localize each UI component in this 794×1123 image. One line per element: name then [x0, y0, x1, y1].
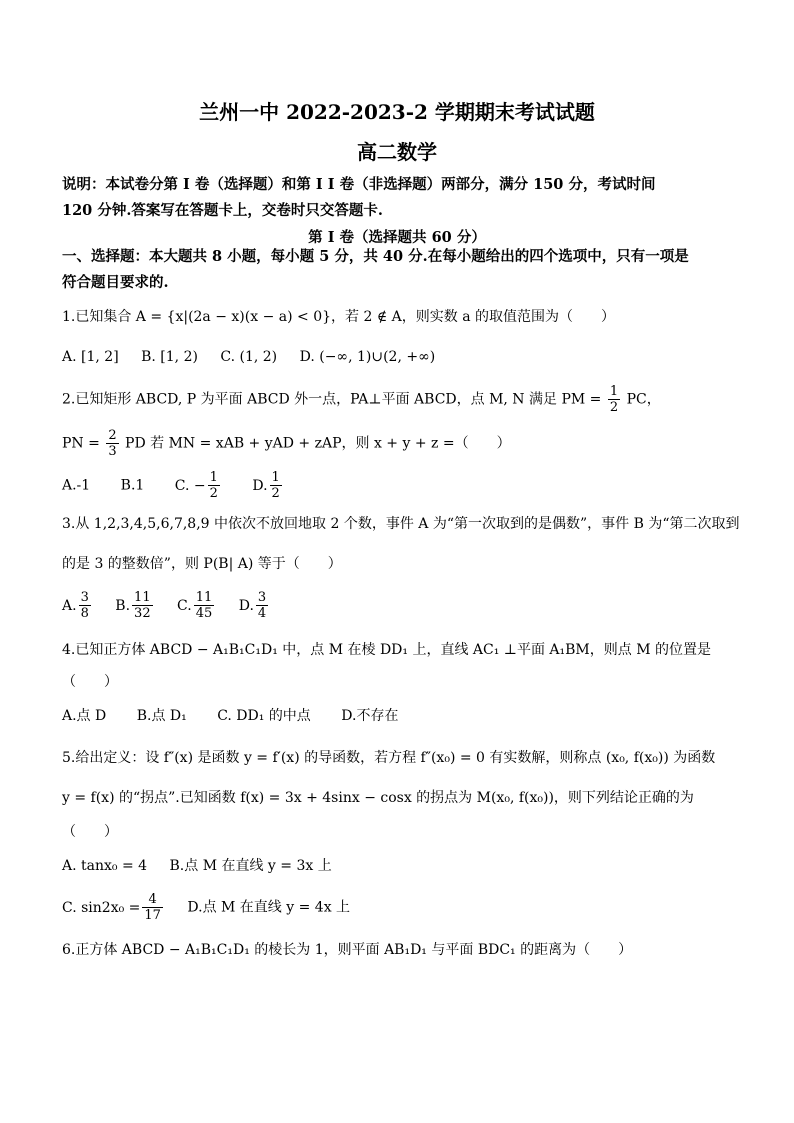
fraction-denominator: 17	[144, 908, 161, 923]
option-prefix: B.	[115, 597, 131, 614]
instructions-line-1: 说明：本试卷分第 I 卷（选择题）和第 I I 卷（非选择题）两部分，满分 150 分，考试时间	[62, 176, 656, 193]
instructions	[62, 172, 744, 224]
fraction-numerator: 1	[209, 470, 218, 485]
section-intro-line-1: 一、选择题：本大题共 8 小题，每小题 5 分，共 40 分.在每小题给出的四个选项中，只有一项是	[62, 248, 689, 265]
q3-options	[62, 590, 754, 621]
q1-option-b: B. [1, 2)	[141, 349, 198, 365]
q3-stem-line-2: 的是 3 的整数倍”，则 P(B| A) 等于（ ）	[62, 556, 342, 572]
q2-option-c	[174, 470, 222, 501]
q3-option-a	[62, 590, 93, 621]
fraction-denominator: 4	[257, 606, 267, 621]
q3-option-c	[177, 590, 216, 621]
q1-stem: 1.已知集合 A = {x|(2a − x)(x − a) < 0}，若 2 ∉ A，则实数 a 的取值范围为（ ）	[62, 309, 615, 325]
option-prefix: C. −	[174, 477, 206, 494]
fraction-numerator: 3	[80, 590, 89, 605]
fraction-numerator: 11	[134, 590, 151, 605]
q2-option-d	[252, 470, 283, 501]
q5-option-c	[62, 892, 165, 923]
option-fraction	[270, 470, 282, 501]
option-fraction	[194, 590, 215, 621]
fraction-numerator: 1	[271, 470, 280, 485]
q3-option-b	[115, 590, 154, 621]
part1-heading: 第 I 卷（选择题共 60 分）	[308, 229, 486, 246]
q6-stem: 6.正方体 ABCD − A₁B₁C₁D₁ 的棱长为 1，则平面 AB₁D₁ 与平面 BDC₁ 的距离为（ ）	[62, 942, 633, 958]
fraction-denominator: 45	[195, 606, 213, 621]
option-fraction	[208, 470, 220, 501]
instructions-line-2: 120 分钟.答案写在答题卡上，交卷时只交答题卡.	[62, 202, 383, 219]
exam-title: 兰州一中 2022-2023-2 学期期末考试试题	[199, 100, 595, 124]
q3-option-d	[238, 590, 270, 621]
option-prefix: D.	[252, 477, 268, 494]
q5-options-row-2	[62, 892, 754, 923]
fraction-denominator: 2	[271, 486, 280, 501]
q5-option-b: B.点 M 在直线 y = 3x 上	[169, 858, 332, 874]
fraction-denominator: 32	[134, 606, 151, 621]
option-prefix: D.	[238, 597, 254, 614]
q2-stem-text-1-end: PC，	[626, 391, 661, 408]
q4-option-a: A.点 D	[62, 708, 107, 724]
q2-fraction-two-thirds	[106, 428, 118, 459]
q4-stem-line-1: 4.已知正方体 ABCD − A₁B₁C₁D₁ 中，点 M 在棱 DD₁ 上，直线 AC₁ ⊥平面 A₁BM，则点 M 的位置是	[62, 642, 711, 658]
option-fraction	[132, 590, 153, 621]
fraction-denominator: 2	[609, 400, 619, 415]
option-prefix: A.	[62, 597, 77, 614]
option-fraction	[256, 590, 268, 621]
q5-stem-line-3: （ ）	[62, 824, 118, 840]
option-fraction	[79, 590, 91, 621]
exam-subject: 高二数学	[357, 140, 437, 164]
fraction-numerator: 11	[195, 590, 213, 605]
q4-stem-line-2: （ ）	[62, 674, 118, 690]
fraction-denominator: 3	[108, 444, 117, 459]
q4-option-d: D.不存在	[341, 708, 399, 724]
option-prefix: C. sin2x₀ =	[62, 899, 141, 916]
q4-option-c: C. DD₁ 的中点	[217, 708, 311, 724]
q5-options-row-1	[62, 856, 754, 876]
fraction-numerator: 1	[609, 384, 619, 399]
q2-option-b: B.1	[120, 477, 145, 494]
section-intro	[62, 244, 744, 296]
option-prefix: C.	[177, 597, 192, 614]
fraction-denominator: 2	[209, 486, 218, 501]
fraction-denominator: 8	[80, 606, 89, 621]
q4-option-b: B.点 D₁	[136, 708, 187, 724]
q5-stem-line-2: y = f(x) 的“拐点”.已知函数 f(x) = 3x + 4sinx − cosx 的拐点为 M(x₀, f(x₀))，则下列结论正确的为	[62, 790, 694, 806]
q1-option-a: A. [1, 2]	[62, 349, 119, 365]
q3-stem-line-1: 3.从 1,2,3,4,5,6,7,8,9 中依次不放回地取 2 个数，事件 A 为“第一次取到的是偶数”，事件 B 为“第二次取到	[62, 516, 740, 532]
q2-stem-text-1: 2.已知矩形 ABCD, P 为平面 ABCD 外一点，PA⊥平面 ABCD，点 M, N 满足 PM =	[62, 391, 602, 408]
q5-option-d: D.点 M 在直线 y = 4x 上	[187, 899, 351, 916]
q2-options	[62, 470, 754, 501]
q1-option-d: D. (−∞, 1)∪(2, +∞)	[299, 349, 436, 365]
q5-option-a: A. tanx₀ = 4	[62, 858, 148, 874]
q2-fraction-half	[608, 384, 620, 415]
q1-option-c: C. (1, 2)	[220, 349, 278, 365]
fraction-numerator: 4	[142, 892, 163, 908]
q1-options	[62, 347, 754, 367]
q2-stem-line-2	[62, 428, 754, 459]
q5-stem-line-1: 5.给出定义：设 f″(x) 是函数 y = f′(x) 的导函数，若方程 f″(x₀) = 0 有实数解，则称点 (x₀, f(x₀)) 为函数	[62, 750, 716, 766]
fraction-numerator: 2	[108, 428, 117, 443]
section-intro-line-2: 符合题目要求的.	[62, 274, 169, 291]
q4-options	[62, 706, 754, 726]
q2-stem-text-2-start: PN =	[62, 435, 100, 452]
option-fraction	[142, 892, 163, 923]
q2-option-a: A.-1	[62, 477, 91, 494]
q2-stem-text-2-end: PD 若 MN = xAB + yAD + zAP，则 x + y + z =（ ）	[125, 435, 511, 452]
q2-stem-line-1	[62, 384, 754, 415]
fraction-numerator: 3	[257, 590, 267, 605]
